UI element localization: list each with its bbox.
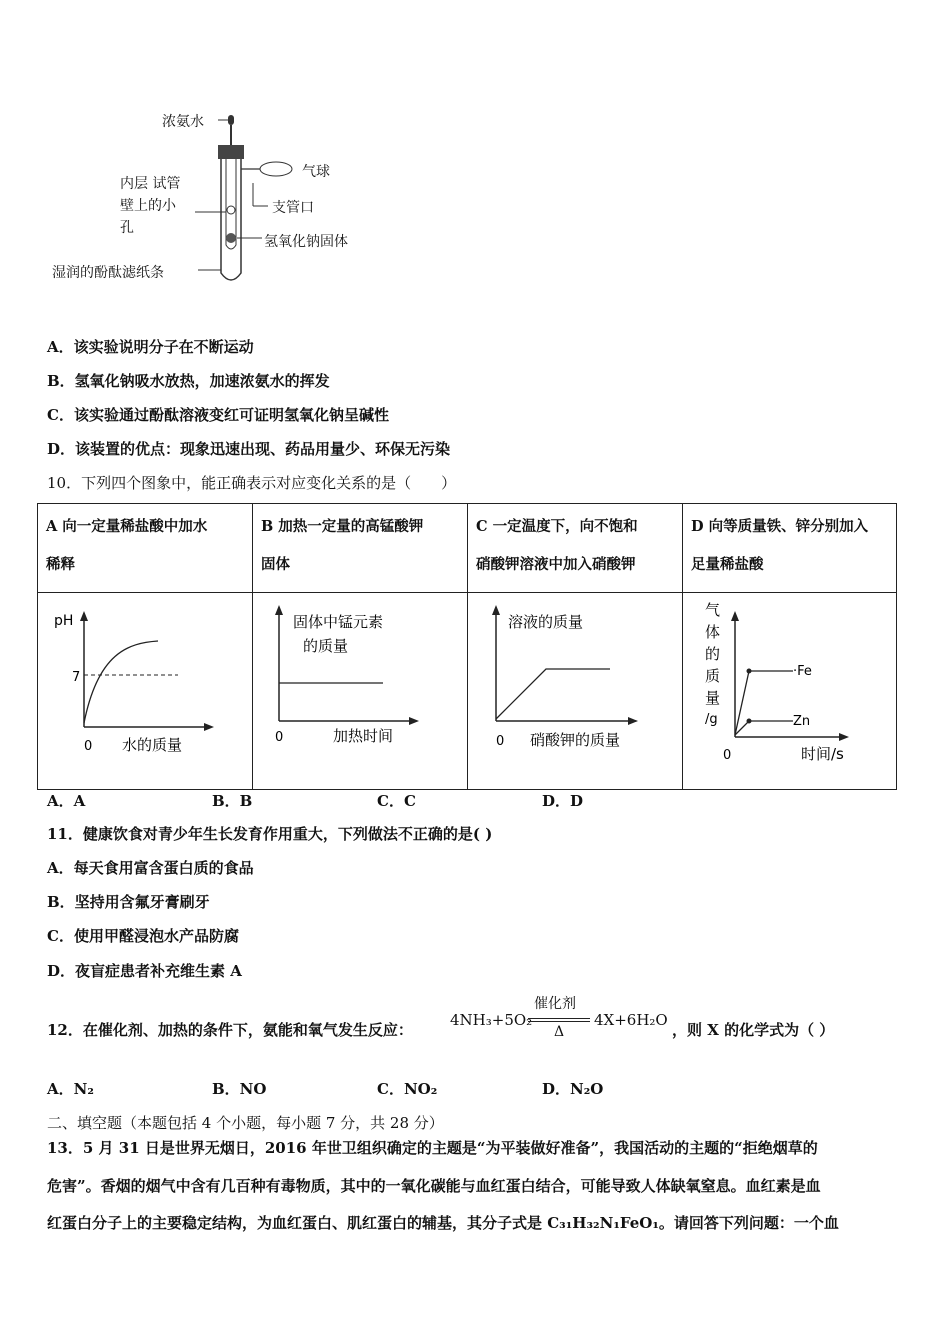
q10-option-c: C．C <box>377 792 416 810</box>
graph-c-origin: 0 <box>496 734 505 749</box>
graph-d-ylabel-3: 的 <box>705 645 721 663</box>
graph-a-mark-7: 7 <box>72 670 81 685</box>
graph-a <box>38 593 252 789</box>
graph-a-plot <box>38 593 252 789</box>
q9-option-d: D．该装置的优点：现象迅速出现、药品用量少、环保无污染 <box>47 440 451 458</box>
graph-b-ylabel-1: 固体中锰元素 <box>293 613 384 631</box>
label-balloon: 气球 <box>302 164 330 180</box>
graph-b-origin: 0 <box>275 730 284 745</box>
q12-option-b: B．NO <box>212 1080 267 1098</box>
label-ammonia: 浓氨水 <box>162 114 204 130</box>
q10-header-b: B 加热一定量的高锰酸钾 固体 <box>261 518 424 573</box>
label-filter-paper: 湿润的酚酞滤纸条 <box>52 265 164 281</box>
q10-header-c: C 一定温度下，向不饱和 硝酸钾溶液中加入硝酸钾 <box>476 518 638 573</box>
q10-option-b: B．B <box>212 792 253 810</box>
q11-option-a: A．每天食用富含蛋白质的食品 <box>47 859 254 877</box>
q10-option-d: D．D <box>542 792 584 810</box>
graph-a-origin: 0 <box>84 739 93 754</box>
label-side-port: 支管口 <box>272 200 314 216</box>
q12-option-a: A．N₂ <box>47 1080 94 1098</box>
q12-eq-top: 催化剂 <box>534 996 576 1012</box>
graph-c-ylabel: 溶液的质量 <box>508 613 584 631</box>
graph-b-xlabel: 加热时间 <box>333 727 394 745</box>
q9-option-a: A．该实验说明分子在不断运动 <box>47 338 254 356</box>
q11-option-b: B．坚持用含氟牙膏刷牙 <box>47 893 210 911</box>
q12-eq-left: 4NH₃+5O₂ <box>450 1011 533 1029</box>
graph-d-origin: 0 <box>723 748 732 763</box>
q13-line-2: 危害”。香烟的烟气中含有几百种有毒物质，其中的一氧化碳能与血红蛋白结合，可能导致人体缺氧窒息。血红素是血 <box>47 1177 821 1195</box>
graph-d-ylabel-2: 体 <box>705 623 721 641</box>
q10-table <box>37 503 897 790</box>
q13-line-3: 红蛋白分子上的主要稳定结构，为血红蛋白、肌红蛋白的辅基，其分子式是 C₃₁H₃₂N₁FeO₁。请回答下列问题：一个血 <box>47 1214 839 1232</box>
graph-b-plot <box>253 593 467 789</box>
q12-option-c: C．NO₂ <box>377 1080 438 1098</box>
q10-option-a: A．A <box>47 792 86 810</box>
q12-option-d: D．N₂O <box>542 1080 604 1098</box>
graph-a-ylabel: pH <box>54 613 74 629</box>
label-hole: 壁上的小 <box>120 198 176 214</box>
graph-d <box>683 593 896 789</box>
q11-stem: 11．健康饮食对青少年生长发育作用重大，下列做法不正确的是( ) <box>47 825 493 843</box>
q10-header-a: A 向一定量稀盐酸中加水 稀释 <box>46 518 208 573</box>
label-hole-2: 孔 <box>120 220 134 236</box>
q12-tail: ，则 X 的化学式为（ ） <box>672 1021 835 1039</box>
label-inner-tube: 内层 试管 <box>120 176 181 192</box>
graph-d-zn-label: Zn <box>793 714 811 729</box>
graph-d-fe-label: ·Fe <box>793 664 812 679</box>
q12-eq-bottom: Δ <box>554 1024 565 1040</box>
graph-c-xlabel: 硝酸钾的质量 <box>530 731 621 749</box>
graph-d-ylabel-4: 质 <box>705 667 721 685</box>
graph-c-plot <box>468 593 682 789</box>
q12-eq-right: 4X+6H₂O <box>594 1011 668 1029</box>
q12-eq-arrow <box>528 1018 590 1022</box>
q11-option-c: C．使用甲醛浸泡水产品防腐 <box>47 927 239 945</box>
graph-c <box>468 593 682 789</box>
graph-d-ylabel-6: /g <box>705 712 718 727</box>
graph-b-ylabel-2: 的质量 <box>303 637 349 655</box>
q10-stem: 10．下列四个图象中，能正确表示对应变化关系的是（ ） <box>47 474 457 492</box>
q9-option-b: B．氢氧化钠吸水放热，加速浓氨水的挥发 <box>47 372 330 390</box>
apparatus-figure <box>40 105 400 295</box>
section-2-heading: 二、填空题（本题包括 4 个小题，每小题 7 分，共 28 分） <box>47 1114 444 1132</box>
graph-d-ylabel-1: 气 <box>705 601 721 619</box>
graph-d-ylabel-5: 量 <box>705 689 721 707</box>
graph-b <box>253 593 467 789</box>
graph-d-xlabel: 时间/s <box>801 745 844 763</box>
label-naoh: 氢氧化钠固体 <box>264 234 348 250</box>
q12-equation <box>450 995 672 1045</box>
graph-a-xlabel: 水的质量 <box>122 736 183 754</box>
graph-d-plot <box>683 593 897 789</box>
q9-option-c: C．该实验通过酚酞溶液变红可证明氢氧化钠呈碱性 <box>47 406 389 424</box>
q12-stem: 12．在催化剂、加热的条件下，氨能和氧气发生反应： <box>47 1021 413 1039</box>
q10-header-d: D 向等质量铁、锌分别加入 足量稀盐酸 <box>691 518 869 573</box>
q11-option-d: D．夜盲症患者补充维生素 A <box>47 962 242 980</box>
q13-line-1: 13．5 月 31 日是世界无烟日，2016 年世卫组织确定的主题是“为平装做好准备”，我国活动的主题的“拒绝烟草的 <box>47 1139 818 1157</box>
